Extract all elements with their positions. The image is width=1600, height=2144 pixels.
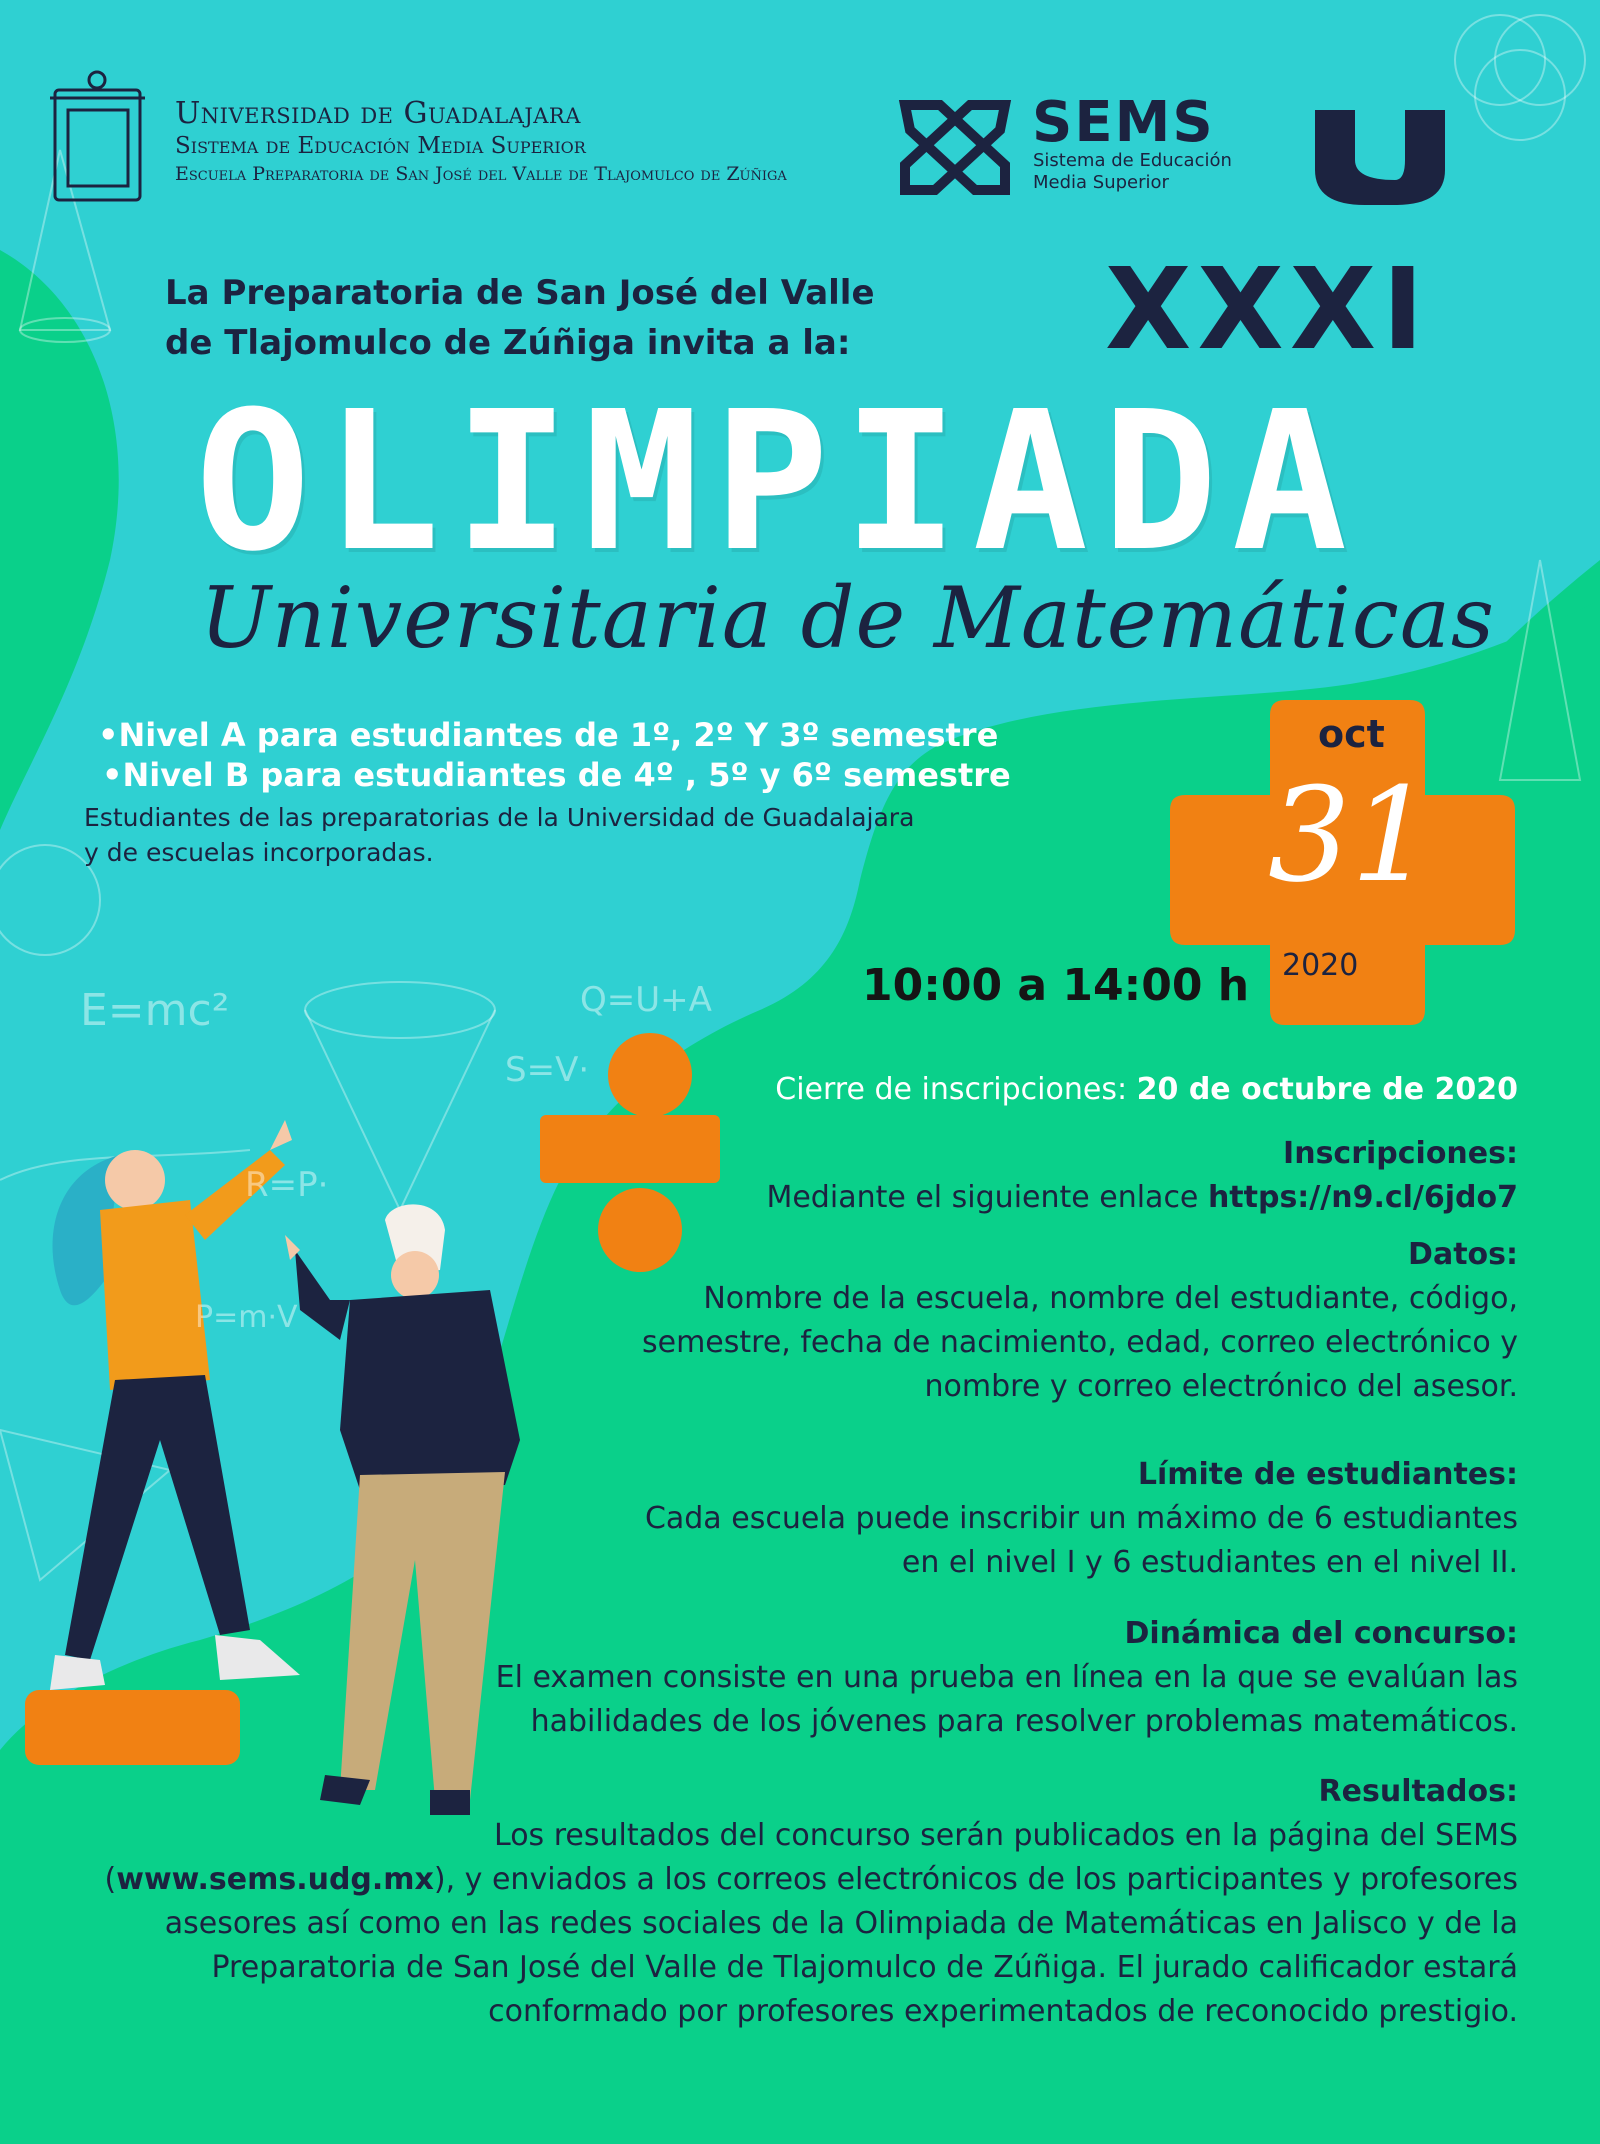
eligibility-line-1: Estudiantes de las preparatorias de la Universidad de Guadalajara — [84, 803, 915, 832]
udg-seal — [50, 72, 145, 200]
data-title: Datos: — [1408, 1237, 1518, 1272]
sems-logo-mark — [905, 105, 1005, 190]
data-line-2: semestre, fecha de nacimiento, edad, correo electrónico y — [642, 1325, 1518, 1360]
student-limit-section — [645, 1453, 1518, 1585]
results-line-4: Preparatoria de San José del Valle de Tlajomulco de Zúñiga. El jurado calificador estará — [211, 1950, 1518, 1985]
contest-dynamics-title: Dinámica del concurso: — [1124, 1616, 1518, 1651]
contest-dynamics-section — [496, 1612, 1518, 1744]
udg-header-text — [175, 96, 787, 188]
eligibility-note — [84, 800, 914, 870]
results-line-2-rest: ), y enviados a los correos electrónicos de los participantes y profesores — [433, 1862, 1518, 1897]
invitation-line-2: de Tlajomulco de Zúñiga invita a la: — [165, 323, 851, 363]
event-title: OLIMPIADA — [195, 371, 1362, 594]
student-limit-title: Límite de estudiantes: — [1137, 1457, 1518, 1492]
formula-pmv: P=m·V — [195, 1300, 298, 1335]
results-line-5: conformado por profesores experimentados de reconocido prestigio. — [488, 1994, 1518, 2029]
results-website-link[interactable]: www.sems.udg.mx — [116, 1862, 434, 1897]
results-paren-open: ( — [104, 1862, 117, 1897]
deadline-label: Cierre de inscripciones: — [775, 1072, 1137, 1107]
registration-section — [766, 1132, 1518, 1220]
registration-title: Inscripciones: — [1283, 1136, 1518, 1171]
results-title: Resultados: — [1318, 1774, 1518, 1809]
date-day: 31 — [1268, 759, 1434, 911]
student-limit-line-1: Cada escuela puede inscribir un máximo de 6 estudiantes — [644, 1501, 1518, 1536]
sems-subtitle-line-1: Sistema de Educación — [1033, 150, 1232, 171]
woman-figure — [50, 1120, 300, 1690]
event-time: 10:00 a 14:00 h — [862, 960, 1250, 1011]
levels-list — [98, 715, 1011, 795]
formula-sv: S=V· — [505, 1050, 590, 1090]
data-section — [642, 1233, 1518, 1409]
u-logo — [1315, 110, 1445, 205]
results-section — [105, 1770, 1518, 2034]
minus-bar — [25, 1690, 240, 1765]
level-b: •Nivel B para estudiantes de 4º , 5º y 6º semestre — [102, 756, 1011, 794]
sems-subtitle — [1033, 150, 1232, 194]
formula-emc2: E=mc² — [80, 985, 230, 1036]
formula-qua: Q=U+A — [580, 980, 712, 1020]
results-line-2 — [105, 1858, 1518, 1902]
deadline-date: 20 de octubre de 2020 — [1136, 1072, 1518, 1107]
contest-dynamics-line-1: El examen consiste en una prueba en línea en la que se evalúan las — [495, 1660, 1518, 1695]
system-name: Sistema de Educación Media Superior — [175, 133, 586, 159]
student-limit-line-2: en el nivel I y 6 estudiantes en el nivel II. — [901, 1545, 1518, 1580]
date-year: 2020 — [1282, 948, 1359, 983]
registration-deadline — [775, 1068, 1518, 1112]
event-subtitle: Universitaria de Matemáticas — [200, 569, 1496, 667]
registration-link[interactable]: https://n9.cl/6jdo7 — [1207, 1180, 1518, 1215]
invitation-line-1: La Preparatoria de San José del Valle — [165, 273, 875, 313]
date-month: oct — [1318, 712, 1385, 756]
edition-number: XXXI — [1105, 245, 1430, 375]
data-line-1: Nombre de la escuela, nombre del estudiante, código, — [703, 1281, 1518, 1316]
data-line-3: nombre y correo electrónico del asesor. — [924, 1369, 1518, 1404]
sems-subtitle-line-2: Media Superior — [1033, 172, 1169, 193]
sems-wordmark: SEMS — [1032, 90, 1215, 155]
invitation-text — [165, 268, 875, 368]
registration-text — [766, 1176, 1518, 1220]
eligibility-line-2: y de escuelas incorporadas. — [84, 838, 434, 867]
registration-text-prefix: Mediante el siguiente enlace — [766, 1180, 1208, 1215]
university-name: Universidad de Guadalajara — [175, 96, 581, 131]
results-line-3: asesores así como en las redes sociales de la Olimpiada de Matemáticas en Jalisco y de la — [164, 1906, 1518, 1941]
contest-dynamics-line-2: habilidades de los jóvenes para resolver problemas matemáticos. — [530, 1704, 1518, 1739]
formula-rp: R=P· — [245, 1165, 329, 1205]
results-line-1: Los resultados del concurso serán publicados en la página del SEMS — [494, 1818, 1518, 1853]
school-name: Escuela Preparatoria de San José del Valle de Tlajomulco de Zúñiga — [175, 163, 787, 185]
level-a: •Nivel A para estudiantes de 1º, 2º Y 3º semestre — [98, 716, 999, 754]
